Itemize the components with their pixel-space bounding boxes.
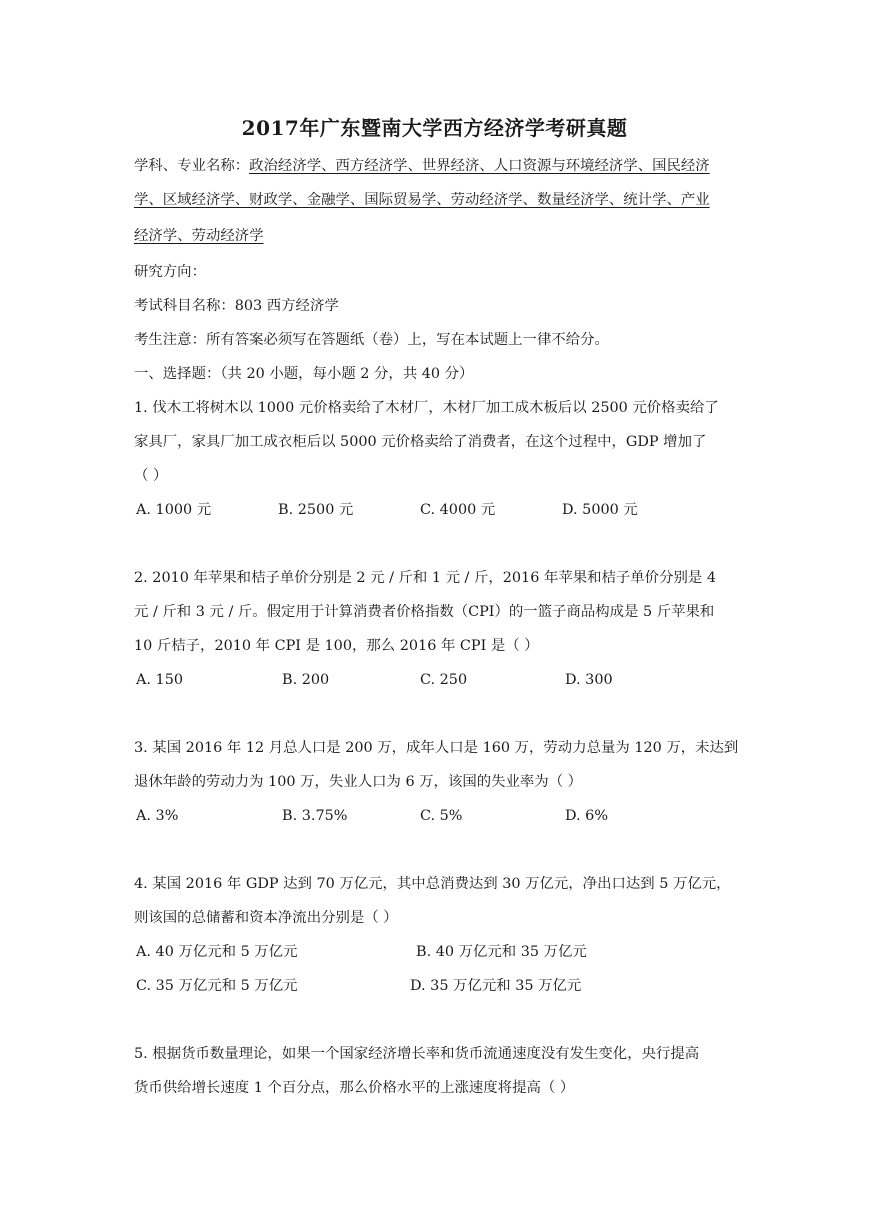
subject-line-1 <box>134 156 710 176</box>
question-4-line-1: 4. 某国 2016 年 GDP 达到 70 万亿元，其中总消费达到 30 万亿元，净出口达到 5 万亿元， <box>134 876 731 892</box>
question-4-option-b: B. 40 万亿元和 35 万亿元 <box>416 944 587 960</box>
question-2-option-a: A. 150 <box>136 672 184 688</box>
page-title: 2017年广东暨南大学西方经济学考研真题 <box>241 116 628 140</box>
question-1-option-c: C. 4000 元 <box>420 502 496 518</box>
question-3-option-c: C. 5% <box>420 808 463 824</box>
question-1-option-b: B. 2500 元 <box>278 502 354 518</box>
question-4-line-2: 则该国的总储蓄和资本净流出分别是（ ） <box>134 910 398 926</box>
question-4-option-c: C. 35 万亿元和 5 万亿元 <box>136 978 298 994</box>
question-2-line-3: 10 斤桔子，2010 年 CPI 是 100，那么 2016 年 CPI 是（ ） <box>134 638 539 654</box>
subject-list-part-2: 学、区域经济学、财政学、金融学、国际贸易学、劳动经济学、数量经济学、统计学、产业 <box>134 192 710 208</box>
section-heading: 一、选择题：（共 20 小题，每小题 2 分，共 40 分） <box>134 366 474 382</box>
question-2-option-d: D. 300 <box>565 672 613 688</box>
question-1-line-2: 家具厂，家具厂加工成衣柜后以 5000 元价格卖给了消费者，在这个过程中，GDP 增加了 <box>134 434 707 450</box>
question-2-line-2: 元 / 斤和 3 元 / 斤。假定用于计算消费者价格指数（CPI）的一篮子商品构成是 5 斤苹果和 <box>134 604 715 620</box>
research-direction: 研究方向： <box>134 264 206 280</box>
question-3-option-b: B. 3.75% <box>282 808 348 824</box>
question-2-option-c: C. 250 <box>420 672 468 688</box>
question-1-option-a: A. 1000 元 <box>136 502 212 518</box>
question-4-option-a: A. 40 万亿元和 5 万亿元 <box>136 944 298 960</box>
question-3-option-d: D. 6% <box>565 808 609 824</box>
question-1-line-1: 1. 伐木工将树木以 1000 元价格卖给了木材厂，木材厂加工成木板后以 2500 元价格卖给了 <box>134 400 719 416</box>
subject-label: 学科、专业名称： <box>134 158 250 174</box>
exam-subject: 考试科目名称：803 西方经济学 <box>134 298 339 314</box>
candidate-notice: 考生注意：所有答案必须写在答题纸（卷）上，写在本试题上一律不给分。 <box>134 332 609 348</box>
question-1-option-d: D. 5000 元 <box>562 502 638 518</box>
question-5-line-1: 5. 根据货币数量理论，如果一个国家经济增长率和货币流通速度没有发生变化，央行提高 <box>134 1046 700 1062</box>
question-4-option-d: D. 35 万亿元和 35 万亿元 <box>410 978 582 994</box>
question-2-line-1: 2. 2010 年苹果和桔子单价分别是 2 元 / 斤和 1 元 / 斤，2016 年苹果和桔子单价分别是 4 <box>134 570 716 586</box>
question-3-line-1: 3. 某国 2016 年 12 月总人口是 200 万，成年人口是 160 万，劳动力总量为 120 万，未达到 <box>134 740 739 756</box>
subject-list-part-1: 政治经济学、西方经济学、世界经济、人口资源与环境经济学、国民经济 <box>249 158 710 174</box>
question-1-blank: （ ） <box>134 468 168 484</box>
question-2-option-b: B. 200 <box>282 672 330 688</box>
question-3-line-2: 退休年龄的劳动力为 100 万，失业人口为 6 万，该国的失业率为（ ） <box>134 774 583 790</box>
question-3-option-a: A. 3% <box>136 808 179 824</box>
question-5-line-2: 货币供给增长速度 1 个百分点，那么价格水平的上涨速度将提高（ ） <box>134 1080 575 1096</box>
subject-list-part-3: 经济学、劳动经济学 <box>134 228 264 244</box>
